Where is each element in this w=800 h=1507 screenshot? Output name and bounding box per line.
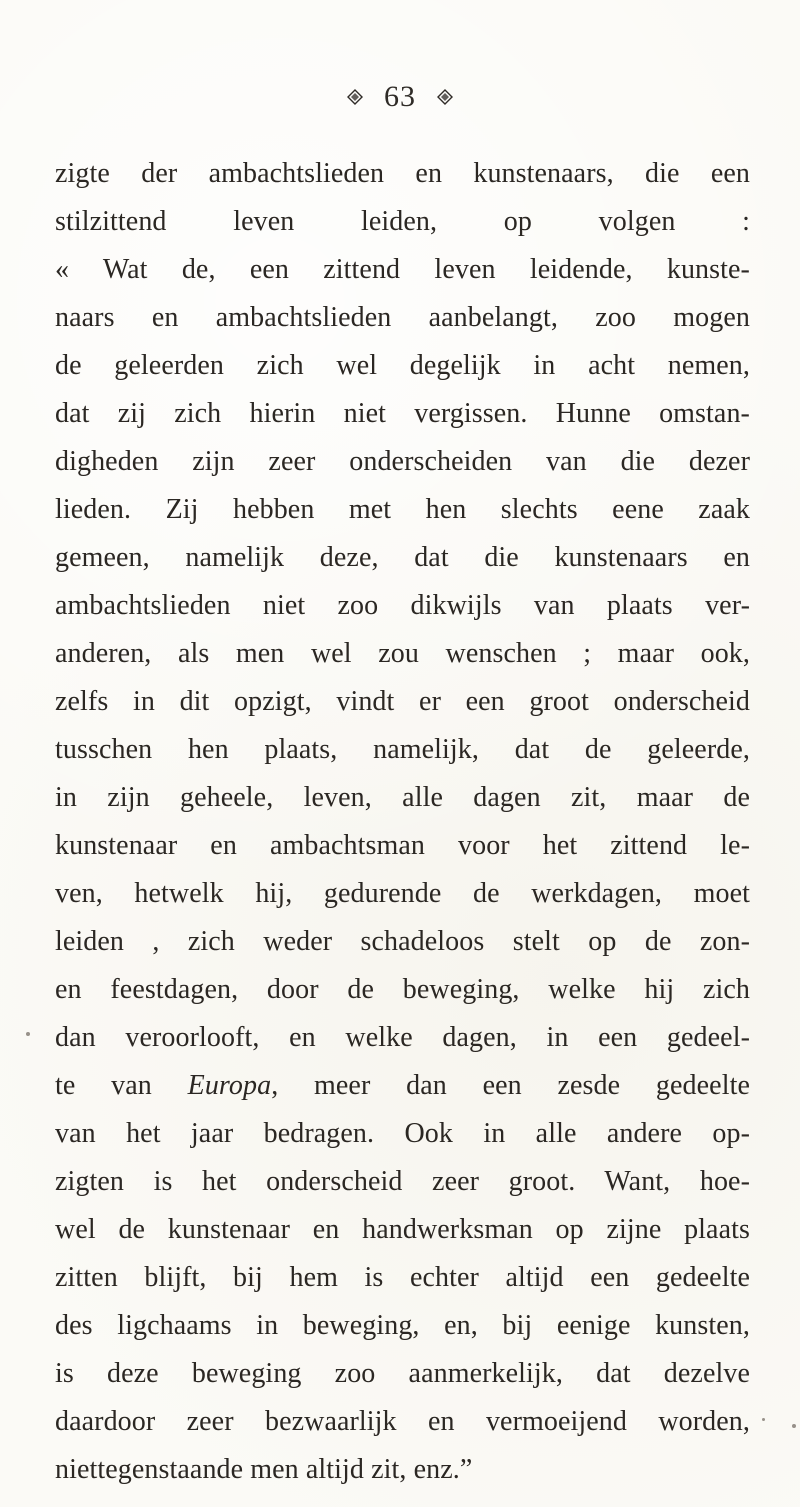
text-fragment: tusschen hen plaats, namelijk, dat de geleerde, [55, 734, 750, 765]
text-line [55, 1062, 750, 1110]
text-line [55, 246, 750, 294]
text-fragment: « Wat de, een zittend leven leidende, kunste- [55, 254, 750, 285]
paper-speck [762, 1418, 765, 1421]
text-line [55, 1158, 750, 1206]
text-line [55, 1206, 750, 1254]
text-line [55, 390, 750, 438]
text-line [55, 1350, 750, 1398]
paper-speck [792, 1424, 796, 1428]
text-line [55, 1398, 750, 1446]
text-fragment: gemeen, namelijk deze, dat die kunstenaars en [55, 542, 750, 573]
text-line [55, 486, 750, 534]
text-line [55, 198, 750, 246]
text-line [55, 822, 750, 870]
text-fragment: des ligchaams in beweging, en, bij eenige kunsten, [55, 1310, 750, 1341]
text-fragment: naars en ambachtslieden aanbelangt, zoo mogen [55, 302, 750, 333]
text-line [55, 150, 750, 198]
text-fragment: dan veroorlooft, en welke dagen, in een gedeel- [55, 1022, 750, 1053]
text-fragment: is deze beweging zoo aanmerkelijk, dat dezelve [55, 1358, 750, 1389]
diamond-ornament-icon [437, 89, 453, 105]
text-fragment: zigte der ambachtslieden en kunstenaars, die een [55, 158, 750, 189]
text-fragment: stilzittend leven leiden, op volgen : [55, 206, 750, 237]
text-line [55, 1302, 750, 1350]
text-fragment: , meer dan een zesde gedeelte [271, 1070, 750, 1101]
text-fragment: digheden zijn zeer onderscheiden van die dezer [55, 446, 750, 477]
text-line [55, 726, 750, 774]
text-line [55, 918, 750, 966]
text-line [55, 342, 750, 390]
text-fragment: zelfs in dit opzigt, vindt er een groot onderscheid [55, 686, 750, 717]
text-fragment: en feestdagen, door de beweging, welke hij zich [55, 974, 750, 1005]
text-fragment: leiden , zich weder schadeloos stelt op de zon- [55, 926, 750, 957]
text-fragment: lieden. Zij hebben met hen slechts eene zaak [55, 494, 750, 525]
text-line [55, 534, 750, 582]
text-line [55, 678, 750, 726]
body-text [55, 150, 750, 1494]
text-line [55, 582, 750, 630]
text-line [55, 438, 750, 486]
text-fragment: ven, hetwelk hij, gedurende de werkdagen, moet [55, 878, 750, 909]
text-line [55, 1254, 750, 1302]
text-fragment: zitten blijft, bij hem is echter altijd een gedeelte [55, 1262, 750, 1293]
text-fragment: anderen, als men wel zou wenschen ; maar ook, [55, 638, 750, 669]
text-fragment: zigten is het onderscheid zeer groot. Want, hoe- [55, 1166, 750, 1197]
text-line [55, 870, 750, 918]
text-fragment: daardoor zeer bezwaarlijk en vermoeijend worden, [55, 1406, 750, 1437]
text-line [55, 1014, 750, 1062]
text-line [55, 774, 750, 822]
text-line [55, 966, 750, 1014]
text-line [55, 630, 750, 678]
text-fragment: dat zij zich hierin niet vergissen. Hunne omstan- [55, 398, 750, 429]
text-line [55, 294, 750, 342]
diamond-ornament-icon [347, 89, 363, 105]
text-fragment: niettegenstaande men altijd zit, enz.” [55, 1454, 473, 1485]
text-fragment: in zijn geheele, leven, alle dagen zit, maar de [55, 782, 750, 813]
text-fragment: Europa [187, 1070, 272, 1101]
text-line [55, 1110, 750, 1158]
text-fragment: te van [55, 1070, 188, 1101]
page-number: 63 [384, 80, 416, 113]
page-header [0, 80, 800, 124]
text-fragment: van het jaar bedragen. Ook in alle andere op- [55, 1118, 750, 1149]
text-fragment: de geleerden zich wel degelijk in acht nemen, [55, 350, 750, 381]
text-fragment: ambachtslieden niet zoo dikwijls van plaats ver- [55, 590, 750, 621]
text-fragment: wel de kunstenaar en handwerksman op zijne plaats [55, 1214, 750, 1245]
text-line [55, 1446, 750, 1494]
text-fragment: kunstenaar en ambachtsman voor het zittend le- [55, 830, 750, 861]
paper-speck [26, 1032, 30, 1036]
